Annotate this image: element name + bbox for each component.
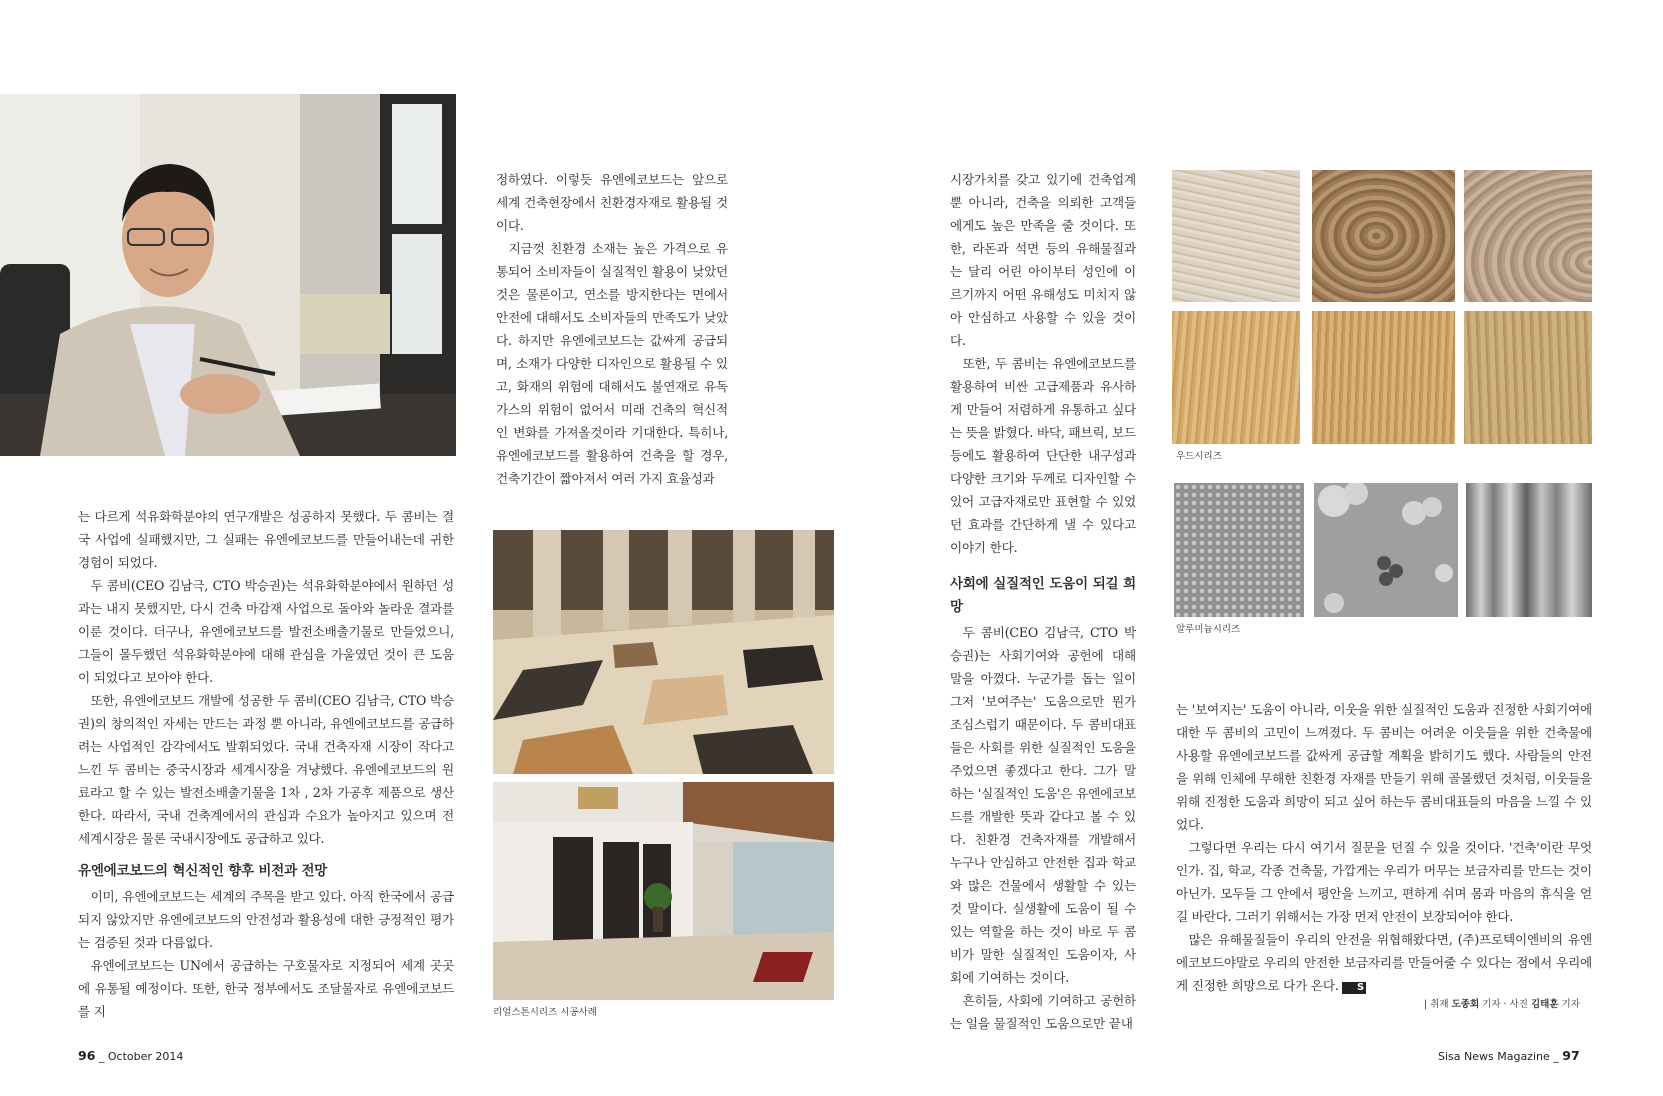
wood-swatch — [1464, 311, 1592, 444]
paragraph: 또한, 유엔에코보드 개발에 성공한 두 콤비(CEO 김남극, CTO 박승권)의 창의적인 자세는 만드는 과정 뿐 아니라, 유엔에코보드를 공급하려는 사업적인 감각에서도 발휘되었다. 국내 건축자재 시장이 작다고 느낀 두 콤비는 중국시장과 세계시장을 겨냥했다. 유엔에코보드의 원료라고 할 수 있는 발전소배출기물을 1차 , 2차 가공후 제품으로 생산한다. 따라서, 국내 건축계에서의 관심과 수요가 높아지고 있으며 전 세계시장은 물론 국내시장에도 공급하고 있다. — [78, 693, 454, 846]
left-folio — [78, 1048, 183, 1063]
ceo-portrait-photo — [0, 94, 456, 456]
credit-mid: 기자 · 사진 — [1482, 999, 1528, 1010]
paragraph: 는 다르게 석유화학분야의 연구개발은 성공하지 못했다. 두 콤비는 결국 사업에 실패했지만, 그 실패는 유엔에코보드를 만들어내는데 귀한 경험이 되었다. — [78, 509, 454, 570]
photo-caption: 리얼스톤시리즈 시공사례 — [493, 1007, 597, 1018]
section-heading: 사회에 실질적인 도움이 되길 희망 — [950, 576, 1136, 615]
paragraph: 두 콤비(CEO 김남극, CTO 박승권)는 석유화학분야에서 원하던 성과는 내지 못했지만, 다시 건축 마감재 사업으로 돌아와 놀라운 결과를 이룬 것이다. 더구나, 유엔에코보드를 발전소배출기물로 만들었으니, 그들이 몰두했던 석유화학분야에 대해 관심을 가울였던 것이 큰 도움이 되었다고 보아야 한다. — [78, 578, 454, 685]
aluminum-swatch — [1174, 483, 1304, 617]
paragraph: 많은 유해물질들이 우리의 안전을 위협해왔다면, (주)프로텍이엔비의 유엔에코보드야말로 우리의 안전한 보금자리를 만들어줄 수 있다는 점에서 우리에게 진정한 희망으로 다가 온다. — [1176, 932, 1592, 993]
issue-date: _ October 2014 — [98, 1050, 184, 1063]
wood-swatch — [1312, 311, 1455, 444]
paragraph: 두 콤비(CEO 김남극, CTO 박승권)는 사회기여와 공헌에 대해 말을 아꼈다. 누군가를 돕는 일이 그저 '보여주는' 도움으로만 뭔가 조심스럽기 때문이다. 두 콤비대표들은 사회를 위한 실질적인 도움을 주었으면 좋겠다고 한다. 그가 말하는 '실질적인 도움'은 유엔에코보드를 개발한 뜻과 같다고 볼 수 있다. 친환경 건축자재를 개발해서 누구나 안심하고 안전한 집과 학교와 많은 건물에서 생활할 수 있는 것 말이다. 실생활에 도움이 될 수 있는 역할을 하는 것이 바로 두 콤비가 말한 실질적인 도움이자, 사회에 기여하는 것이다. — [950, 625, 1136, 985]
page-number: 96 — [78, 1048, 96, 1063]
photographer-name: 김태훈 — [1530, 999, 1559, 1010]
paragraph: 정하였다. 이렇듯 유엔에코보드는 앞으로 세계 건축현장에서 친환경자재로 활용될 것이다. — [496, 172, 728, 233]
aluminum-series-caption: 알루미늄시리즈 — [1176, 624, 1241, 635]
corridor-lobby-photo — [493, 782, 834, 1000]
wood-swatch — [1172, 170, 1300, 302]
paragraph: 이미, 유엔에코보드는 세계의 주목을 받고 있다. 아직 한국에서 공급되지 않았지만 유엔에코보드의 안전성과 활용성에 대한 긍정적인 평가는 검증된 것과 다름없다. — [78, 889, 454, 950]
closing-paragraph — [1176, 928, 1592, 997]
reporter-name: 도종회 — [1451, 999, 1480, 1010]
credit-suffix: 기자 — [1561, 999, 1580, 1010]
paragraph: 지금껏 친환경 소재는 높은 가격으로 유통되어 소비자들이 실질적인 활용이 낮았던 것은 물론이고, 연소를 방지한다는 면에서 안전에 대해서도 소비자들의 만족도가 낮았다. 하지만 유엔에코보드는 값싸게 공급되며, 소재가 다양한 디자인으로 활용될 수 있고, 화재의 위험에 대해서도 불연재로 유독가스의 위험이 없어서 미래 건축의 혁신적인 변화를 가져올것이라 기대한다. 특히나, 유엔에코보드를 활용하여 건축을 할 경우, 건축기간이 짧아져서 여러 가지 효율성과 — [496, 241, 728, 486]
end-mark: S — [1342, 982, 1366, 994]
paragraph: 는 '보여지는' 도움이 아니라, 이웃을 위한 실질적인 도움과 진정한 사회기여에 대한 두 콤비의 고민이 느껴졌다. 두 콤비는 어려운 이웃들을 위한 건축물에 사용할 유엔에코보드를 값싸게 공급할 계획을 밝히기도 했다. 사람들의 안전을 위해 인체에 무해한 친환경 자재를 만들기 위해 골몰했던 것처럼, 이웃들을 위해 진정한 도움과 희망이 되고 싶어 하는두 콤비대표들의 마음을 느낄 수 있었다. — [1176, 702, 1592, 832]
magazine-name: Sisa News Magazine _ — [1438, 1050, 1559, 1063]
left-column-1 — [78, 505, 454, 1023]
paragraph: 또한, 두 콤비는 유엔에코보드를 활용하여 비싼 고급제품과 유사하게 만들어 저렴하게 유통하고 싶다는 뜻을 밝혔다. 바닥, 패브릭, 보드 등에도 활용하여 단단한 내구성과 다양한 크기와 두께로 디자인할 수 있어 고급자재로만 표현할 수 있었던 효과를 간단하게 낼 수 있다고 이야기 한다. — [950, 356, 1136, 555]
paragraph: 그렇다면 우리는 다시 여기서 질문을 던질 수 있을 것이다. '건축'이란 무엇인가. 집, 학교, 각종 건축물, 가깝게는 우리가 머무는 보금자리를 만드는 것이 아닌가. 모두들 그 안에서 평안을 느끼고, 편하게 쉬며 몸과 마음의 휴식을 얻길 바란다. 그러기 위해서는 가장 먼저 안전이 보장되어야 한다. — [1176, 840, 1592, 924]
aluminum-swatch — [1466, 483, 1592, 617]
right-folio — [1438, 1048, 1580, 1063]
aluminum-swatch — [1314, 483, 1458, 617]
paragraph: 흔히들, 사회에 기여하고 공헌하는 일을 물질적인 도움으로만 끝내 — [950, 993, 1136, 1031]
wood-swatch — [1312, 170, 1455, 302]
paragraph: 시장가치를 갖고 있기에 건축업계뿐 아니라, 건축을 의뢰한 고객들에게도 높은 만족을 줄 것이다. 또한, 라돈과 석면 등의 유해물질과는 달리 어린 아이부터 성인에 이르기까지 어떤 유해성도 미치지 않아 안심하고 사용할 수 있을 것이다. — [950, 172, 1136, 348]
right-column-3 — [950, 168, 1136, 1035]
marble-lobby-photo — [493, 530, 834, 774]
left-column-2 — [496, 168, 728, 490]
right-column-4 — [1176, 698, 1592, 997]
credit-line — [1424, 996, 1580, 1010]
wood-series-caption: 우드시리즈 — [1176, 451, 1222, 462]
page-number: 97 — [1562, 1048, 1580, 1063]
credit-prefix: | 취재 — [1424, 999, 1449, 1010]
section-heading: 유엔에코보드의 혁신적인 향후 비전과 전망 — [78, 863, 328, 879]
wood-swatch — [1172, 311, 1300, 444]
wood-swatch — [1464, 170, 1592, 302]
paragraph: 유엔에코보드는 UN에서 공급하는 구호물자로 지정되어 세계 곳곳에 유통될 예정이다. 또한, 한국 정부에서도 조달물자로 유엔에코보드를 지 — [78, 958, 454, 1019]
